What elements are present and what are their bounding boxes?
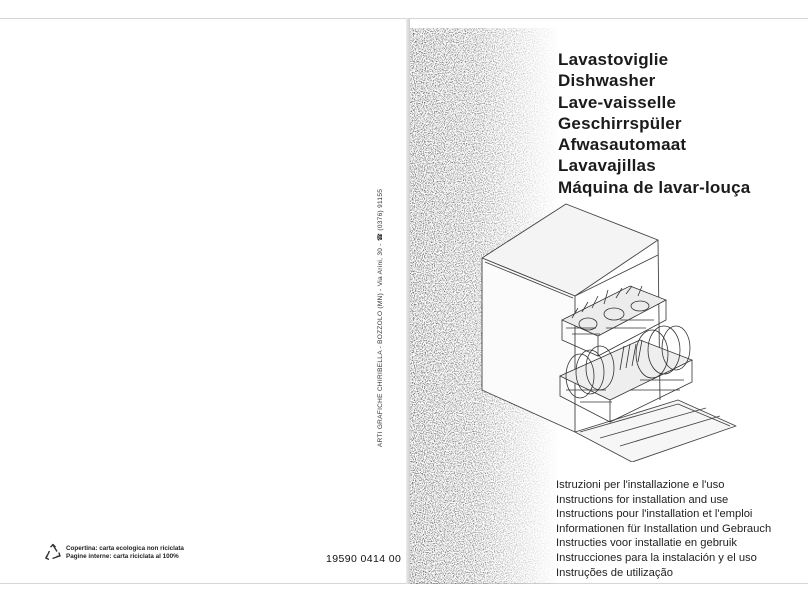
dishwasher-illustration (480, 200, 740, 462)
title-french: Lave-vaisselle (558, 92, 677, 112)
paper-notice-cover: Copertina: carta ecologica non riciclata (66, 545, 184, 552)
title-english: Dishwasher (558, 71, 656, 91)
instructions-dutch: Instructies voor installatie en gebruik (556, 537, 737, 550)
printer-imprint-text: ARTI GRAFICHE CHIRIBELLA - BOZZOLO (MN) - Via Arini, 30 - ☎ (0376) 91155 (377, 188, 384, 448)
instructions-english: Instructions for installation and use (556, 493, 729, 506)
instructions-spanish: Instrucciones para la instalación y el uso (556, 551, 757, 564)
instructions-portuguese: Instruções de utilização (556, 566, 673, 579)
title-portuguese: Máquina de lavar-louça (558, 177, 751, 197)
paper-notice-inner: Pagine interne: carta riciclata al 100% (66, 553, 179, 560)
page-edge-bottom (0, 583, 808, 584)
title-dutch: Afwasautomaat (558, 135, 687, 155)
paper-notice (66, 545, 184, 561)
title-italian: Lavastoviglie (558, 50, 669, 69)
instructions-french: Instructions pour l'installation et l'emploi (556, 508, 753, 521)
instructions-german: Informationen für Installation und Gebrauch (556, 522, 772, 535)
instructions-italian: Istruzioni per l'installazione e l'uso (556, 479, 725, 491)
title-spanish: Lavavajillas (558, 156, 656, 176)
title-german: Geschirrspüler (558, 113, 682, 133)
back-cover-page (18, 19, 410, 582)
instruction-title-list (556, 478, 771, 580)
recycle-icon (43, 543, 63, 563)
product-title-list (558, 49, 750, 198)
document-code: 19590 0414 00 (326, 553, 402, 565)
